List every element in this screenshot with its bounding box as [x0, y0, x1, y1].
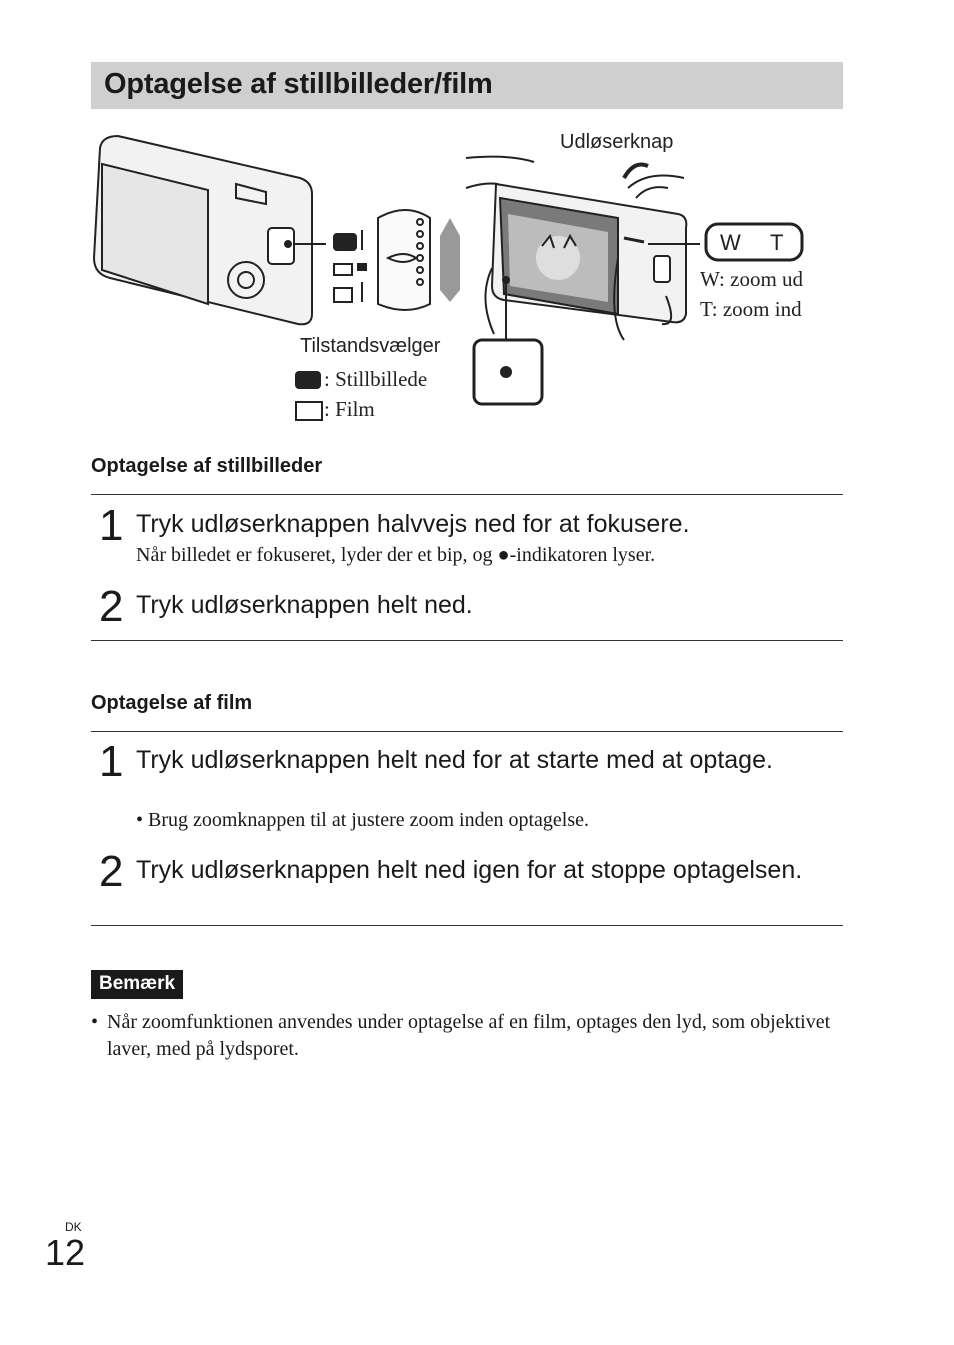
title-bar [91, 62, 843, 109]
zoom-in-label: T: zoom ind [700, 297, 802, 321]
bullet: • [91, 1011, 99, 1033]
zoom-t-label: T [770, 230, 784, 255]
zoom-out-label: W: zoom ud [700, 267, 804, 291]
divider [91, 640, 843, 641]
shutter-label: Udløserknap [560, 131, 674, 153]
divider [91, 494, 843, 495]
page-language: DK [65, 1220, 82, 1234]
step-text: Tryk udløserknappen halvvejs ned for at fokusere. [136, 510, 690, 538]
divider [91, 731, 843, 732]
mode-still-label: : Stillbillede [324, 367, 428, 391]
step-note: • Brug zoomknappen til at justere zoom inden optagelse. [136, 809, 589, 831]
camera-illustration [88, 118, 848, 438]
page-number: 12 [45, 1232, 86, 1273]
mode-selector-label: Tilstandsvælger [300, 335, 441, 357]
divider [91, 925, 843, 926]
step-note: Når billedet er fokuseret, lyder der et bip, og ●-indikatoren lyser. [136, 544, 656, 566]
still-section-heading: Optagelse af stillbilleder [91, 455, 323, 477]
note-body: Når zoomfunktionen anvendes under optagelse af en film, optages den lyd, som objektivet laver, med på lydsporet. [107, 1011, 831, 1060]
step-text: Tryk udløserknappen helt ned for at starte med at optage. [136, 746, 773, 774]
zoom-w-label: W [720, 230, 741, 255]
note-badge: Bemærk [91, 970, 183, 999]
note-text [91, 1009, 831, 1063]
step-number: 2 [99, 582, 124, 631]
step-number: 2 [99, 847, 124, 896]
step-text: Tryk udløserknappen helt ned igen for at stoppe optagelsen. [136, 856, 803, 884]
movie-section-heading: Optagelse af film [91, 692, 253, 714]
step-text: Tryk udløserknappen helt ned. [136, 591, 473, 619]
step-number: 1 [99, 737, 124, 786]
page-title: Optagelse af stillbilleder/film [104, 68, 493, 100]
mode-movie-label: : Film [324, 397, 375, 421]
step-number: 1 [99, 501, 124, 550]
